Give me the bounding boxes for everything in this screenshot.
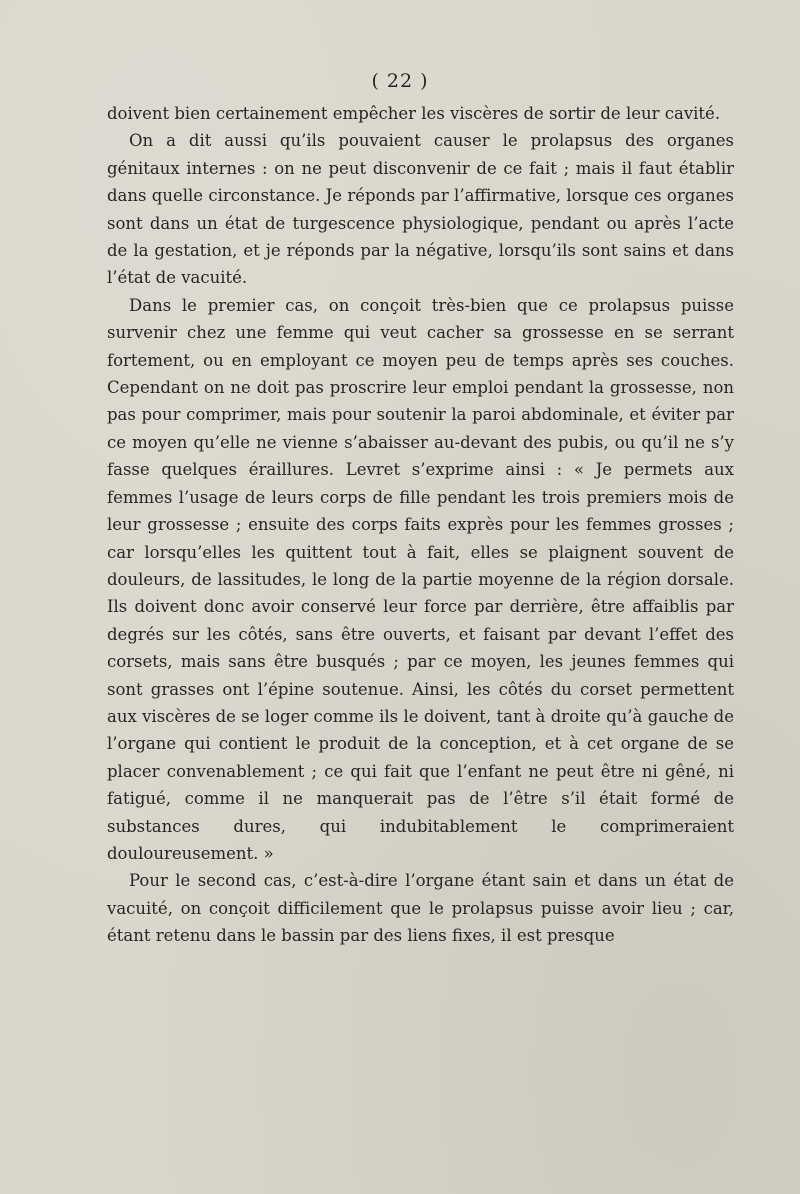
paragraph-1: doivent bien certainement empêcher les viscères de sortir de leur cavité.: [107, 104, 721, 123]
paragraph-2: On a dit aussi qu’ils pouvaient causer le prolapsus des organes génitaux internes : on ne peut disconvenir de ce fait ; mais il faut établir dans quelle circonstance. Je réponds par l’affirmative, lorsque ces organes sont dans un état de turgescence physiologique, pendant ou après l’acte de la gestation, et je réponds par la négative, lorsqu’ils sont sains et dans l’état de vacuité.: [107, 131, 734, 288]
paragraph-3: Dans le premier cas, on conçoit très-bien que ce prolapsus puisse survenir chez une femme qui veut cacher sa grossesse en se serrant fortement, ou en employant ce moyen peu de temps après ses couches. Cependant on ne doit pas proscrire leur emploi pendant la grossesse, non pas pour comprimer, mais pour soutenir la paroi abdominale, et éviter par ce moyen qu’elle ne vienne s’abaisser au-devant des pubis, ou qu’il ne s’y fasse quelques éraillures. Levret s’exprime ainsi : « Je permets aux femmes l’usage de leurs corps de fille pendant les trois premiers mois de leur grossesse ; ensuite des corps faits exprès pour les femmes grosses ; car lorsqu’elles les quittent tout à fait, elles se plaignent souvent de douleurs, de lassitudes, le long de la partie moyenne de la région dorsale. Ils doivent donc avoir conservé leur force par derrière, être affaiblis par degrés sur les côtés, sans être ouverts, et faisant par devant l’effet des corsets, mais sans être busqués ; par ce moyen, les jeunes femmes qui sont grasses ont l’épine soutenue. Ainsi, les côtés du corset permettent aux viscères de se loger comme ils le doivent, tant à droite qu’à gauche de l’organe qui contient le produit de la conception, et à cet organe de se placer convenablement ; ce qui fait que l’enfant ne peut être ni gêné, ni fatigué, comme il ne manquerait pas de l’être s’il était formé de substances dures, qui indubitablement le comprimeraient douloureusement. »: [107, 295, 734, 863]
page-body-text: [107, 100, 734, 950]
page-number: ( 22 ): [371, 70, 429, 92]
paragraph-4: Pour le second cas, c’est-à-dire l’organe étant sain et dans un état de vacuité, on conçoit difficilement que le prolapsus puisse avoir lieu ; car, étant retenu dans le bassin par des liens fixes, il est presque: [107, 871, 734, 946]
